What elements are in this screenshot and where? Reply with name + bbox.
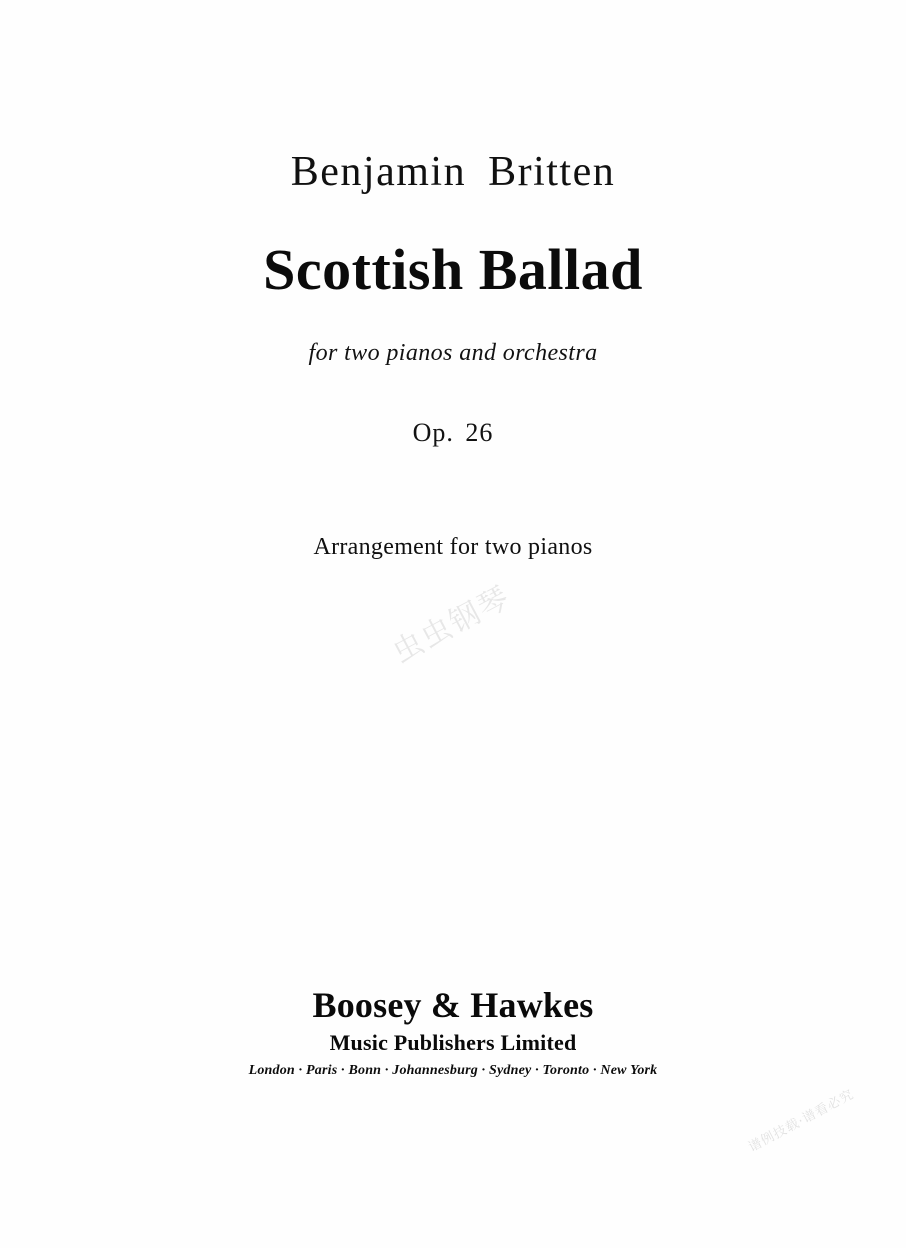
publisher-block <box>0 986 906 1079</box>
publisher-cities: London · Paris · Bonn · Johannesburg · Sydney · Toronto · New York <box>248 1062 658 1078</box>
composer-name: Benjamin Britten <box>290 149 616 195</box>
work-title: Scottish Ballad <box>263 237 643 302</box>
watermark-center: 虫虫钢琴 <box>386 579 517 671</box>
watermark-corner: 谱例技载·谱看必究 <box>746 1087 857 1156</box>
publisher-subtitle: Music Publishers Limited <box>329 1029 577 1055</box>
arrangement-note: Arrangement for two pianos <box>313 534 593 560</box>
publisher-name: Boosey & Hawkes <box>312 985 594 1025</box>
work-subtitle: for two pianos and orchestra <box>308 340 598 366</box>
opus-number: Op. 26 <box>412 418 494 447</box>
